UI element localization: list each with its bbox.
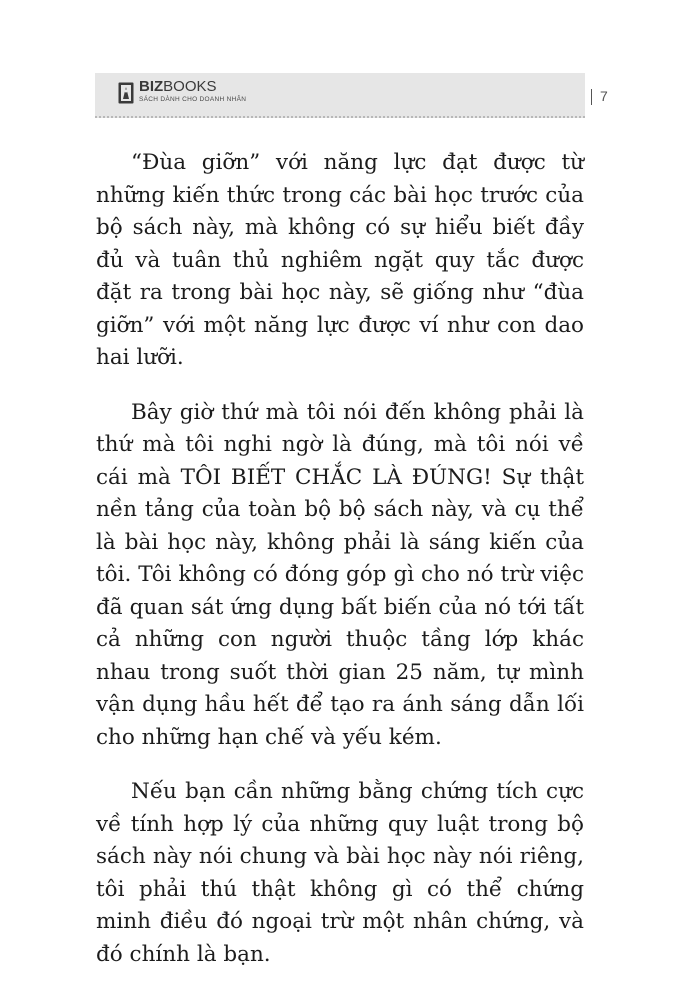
page-number: 7 — [600, 88, 608, 104]
bizbooks-logo-icon — [118, 82, 134, 104]
paragraph-3: Nếu bạn cần những bằng chứng tích cực về tính hợp lý của những quy luật trong bộ sách này nói chung và bài học này nói riêng, tôi phải thú thật không gì có thể chứng minh điều đó ngoại trừ một nhân chứng, và đó chính là bạn. — [96, 779, 584, 967]
paragraph-2: Bây giờ thứ mà tôi nói đến không phải là thứ mà tôi nghi ngờ là đúng, mà tôi nói về cái mà TÔI BIẾT CHẮC LÀ ĐÚNG! Sự thật nền tảng của toàn bộ bộ sách này, và cụ thể là bài học này, không phải là sáng kiến của tôi. Tôi không có đóng góp gì cho nó trừ việc đã quan sát ứng dụng bất biến của nó tới tất cả những con người thuộc tầng lớp khác nhau trong suốt thời gian 25 năm, tự mình vận dụng hầu hết để tạo ra ánh sáng dẫn lối cho những hạn chế và yếu kém. — [96, 399, 584, 750]
body-text — [96, 147, 584, 993]
paragraph-1: “Đùa giỡn” với năng lực đạt được từ những kiến thức trong các bài học trước của bộ sách này, mà không có sự hiểu biết đầy đủ và tuân thủ nghiêm ngặt quy tắc được đặt ra trong bài học này, sẽ giống như “đùa giỡn” với một năng lực được ví như con dao hai lưỡi. — [96, 150, 584, 370]
brand-name: BIZBOOKS — [139, 78, 217, 95]
page-number-divider — [591, 89, 592, 105]
page-header — [95, 73, 608, 118]
brand-tagline: SÁCH DÀNH CHO DOANH NHÂN — [139, 96, 247, 103]
